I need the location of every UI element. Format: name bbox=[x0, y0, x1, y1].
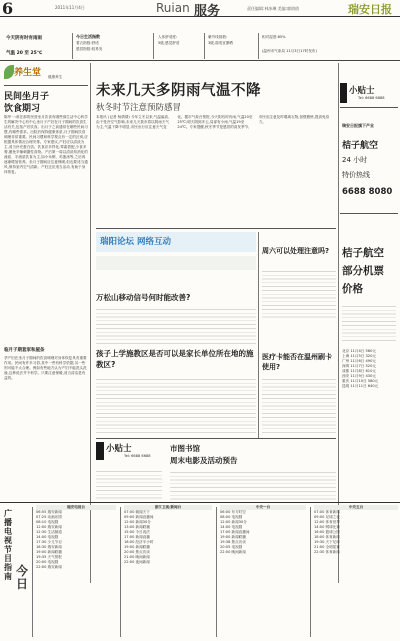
uv-value: 3级,弱适宜暴晒 bbox=[208, 41, 233, 45]
comfort-label: 人体舒适度: bbox=[158, 35, 178, 39]
tv-item: 18:30 瑞安新闻 bbox=[36, 545, 62, 549]
tv-item: 07:25 动画乐园 bbox=[36, 515, 62, 519]
fare-item: 深圳 11月7日 520元 bbox=[342, 364, 376, 368]
tv-item: 20:05 电视剧 bbox=[220, 545, 243, 549]
left-body: 陈华一:谁在那的民营坐月饮食有哪些那生活中心科学生的解决中心有中心坐月子产妇在月子期间的饮食生活有关,包括产后饮食。出月子之前通常在哪些民间习惯,有哪些需求。出院后保持健康体质,月子期间饮食调理非常重要。民间习惯和科学观点有一定的区别,应根据具体情况合理安排。专家建议,产妇应以清淡为主,适当补充蛋白质。饮食应多样化,荤素搭配,少食多餐,避免辛辣刺激性食物。产后第一周以清淡易消化的流质、半流质饮食为主,如小米粥、鸡蛋汤等,之后再逐渐增加营养。坐月子期间应注意保暖,但也要适当通风,保持室内空气清新。产妇还应适当活动,有助于身体恢复。 bbox=[4, 115, 88, 174]
tv-item: 22:00 瑞安新闻 bbox=[36, 565, 62, 569]
mobile-body bbox=[96, 306, 256, 346]
tv-item: 12:30 生活频道 bbox=[36, 530, 62, 534]
ruian-label: Ruian bbox=[156, 1, 190, 15]
tv-item: 17:00 新闻直播 bbox=[124, 535, 150, 539]
leaf-icon bbox=[4, 65, 14, 79]
mobile-headline: 万松山移动信号何时能改善? bbox=[96, 293, 191, 302]
section-title: 服务 bbox=[194, 4, 221, 19]
weather-today: 今天阴有时有雨雨 bbox=[6, 36, 42, 41]
tv-guide-today: 今日 bbox=[16, 564, 29, 591]
tv-item: 07:00 朝闻天下 bbox=[124, 510, 150, 514]
weather-strip bbox=[0, 31, 400, 61]
library-body bbox=[170, 469, 336, 501]
library-title: 市图书馆 bbox=[170, 444, 200, 453]
life-index-v2: 感冒指数:较易发 bbox=[76, 47, 103, 51]
tv-item: 19:38 焦点访谈 bbox=[220, 540, 246, 544]
tv-item: 17:30 少儿节目 bbox=[36, 540, 62, 544]
medical-headline: 医疗卡能否在温州刷卡使用? bbox=[262, 353, 332, 371]
school-headline: 孩子上学施教区是否可以是家长单位所在地的施教区? bbox=[96, 349, 254, 369]
tv-item: 14:00 电视剧 bbox=[36, 535, 59, 539]
life-index-v1: 着衣指数:舒适 bbox=[76, 41, 99, 45]
medical-body bbox=[262, 376, 336, 434]
tv-item: 19:00 新闻联播 bbox=[220, 535, 246, 539]
left-headline-1: 民间坐月子 bbox=[4, 92, 50, 102]
weekend-body bbox=[262, 268, 336, 318]
uv-label: 紫外线指数: bbox=[208, 35, 228, 39]
fare-item: 重庆 11月10日 580元 bbox=[342, 379, 379, 383]
tv-col-header: 浙江卫视/新闻台 bbox=[124, 505, 212, 510]
weekend-headline: 周六可以处理注意吗? bbox=[262, 247, 330, 255]
main-headline: 未来几天多阴雨气温不降 bbox=[96, 83, 261, 99]
weather-temp: 气温 20 至 25℃ bbox=[6, 51, 43, 56]
tv-guide bbox=[0, 505, 400, 641]
tv-item: 18:00 体育新闻 bbox=[314, 535, 340, 539]
tv-listing-col-1 bbox=[36, 505, 116, 570]
tv-item: 08:10 电视剧 bbox=[36, 520, 59, 524]
tv-guide-side-title: 广播电视节目指南 bbox=[4, 509, 12, 581]
tips-tel: Tel: 6688 6688 bbox=[358, 96, 385, 100]
tips2-tel: Tel: 6688 6688 bbox=[124, 454, 151, 458]
tv-item: 06:00 东方时空 bbox=[220, 510, 246, 514]
comfort-value: 5级,感觉舒适 bbox=[158, 41, 180, 45]
tv-item: 13:00 新闻联播 bbox=[124, 525, 150, 529]
tips-title: 小贴士 bbox=[349, 86, 375, 96]
tv-item: 12:00 体育世界 bbox=[314, 520, 340, 524]
tv-col-header: 中央五台 bbox=[314, 505, 398, 510]
ad-label: 瑞安日报旗下产业 bbox=[342, 123, 374, 128]
big-promo-3: 价格 bbox=[342, 283, 363, 295]
main-subheadline: 秋冬时节注意预防感冒 bbox=[96, 103, 182, 113]
big-promo-2: 部分机票 bbox=[342, 265, 384, 277]
ad-company: 桔子航空 bbox=[342, 141, 379, 151]
tv-item: 20:00 电视剧 bbox=[36, 560, 59, 564]
tv-item: 19:00 新闻联播 bbox=[36, 550, 62, 554]
tv-item: 12:00 新闻30分 bbox=[124, 520, 151, 524]
fare-item: 广州 11月6日 490元 bbox=[342, 359, 376, 363]
fare-item: 昆明 11月11日 640元 bbox=[342, 384, 379, 388]
tv-item: 12:00 瑞安新闻 bbox=[36, 525, 62, 529]
forum-banner-title: 瑞阳论坛 网络互动 bbox=[100, 237, 171, 247]
masthead bbox=[0, 0, 400, 17]
tv-item: 06:55 瑞安新闻 bbox=[36, 510, 62, 514]
forum-banner bbox=[96, 232, 256, 252]
tv-listing-col-3 bbox=[220, 505, 306, 555]
tv-item: 07:00 体育新闻 bbox=[314, 510, 340, 514]
ad-service: 24 小时 bbox=[342, 156, 368, 164]
weather-footnote: (温州市气象局 11月3日17时发布) bbox=[262, 49, 317, 53]
tv-item: 14:00 电视剧 bbox=[220, 525, 243, 529]
tips-icon bbox=[340, 83, 347, 103]
tv-item: 16:00 篮球公园 bbox=[314, 530, 340, 534]
tv-item: 22:00 夜间新闻 bbox=[124, 560, 150, 564]
fare-item: 北京 11月4日 560元 bbox=[342, 349, 376, 353]
fare-item: 西安 11月9日 430元 bbox=[342, 374, 376, 378]
fare-item: 成都 11月8日 610元 bbox=[342, 369, 376, 373]
fares-list bbox=[342, 349, 398, 389]
tv-item: 20:00 焦点访谈 bbox=[124, 550, 150, 554]
tv-item: 19:00 新闻联播 bbox=[124, 545, 150, 549]
tv-item: 21:00 晚间新闻 bbox=[124, 555, 150, 559]
kicker-box bbox=[4, 63, 88, 85]
tips2-body bbox=[96, 468, 162, 500]
tv-col-header: 瑞安电视台 bbox=[36, 505, 116, 510]
tv-item: 22:00 晚间新闻 bbox=[220, 550, 246, 554]
left-headline-2: 饮食期习 bbox=[4, 104, 41, 114]
tv-item: 22:30 体育新闻 bbox=[314, 550, 340, 554]
kicker-subtitle: 健康养生 bbox=[48, 75, 63, 79]
tips2-block bbox=[96, 442, 162, 464]
tv-listing-col-4 bbox=[314, 505, 398, 555]
school-body bbox=[96, 376, 256, 434]
fares-intro bbox=[342, 303, 396, 343]
ad-hotline-label: 特价热线 bbox=[342, 171, 370, 179]
tv-item: 19:35 天气预报 bbox=[36, 555, 62, 559]
humidity-label: 相对湿度:85% bbox=[262, 35, 286, 39]
ad-hotline: 6688 8080 bbox=[342, 187, 393, 197]
date-line: 2011年11月4日 bbox=[55, 5, 85, 10]
tv-listing-col-2 bbox=[124, 505, 212, 565]
main-article-body: 本报讯 (记者 杨倩倩) 今年立冬以来,气温偏高,由于受冷空气影响,未来几天我市将以阴雨天气为主,气温下降不明显,市民出行应注意天气变化。据市气象台预报,今天阴有时有雨,气温20至25℃;明天阴到多云,局部有小雨,气温19至24℃。专家提醒,秋冬季节是感冒的高发季节,市民应注意及时增减衣物,加强锻炼,提高免疫力。 bbox=[96, 115, 330, 129]
tv-item: 12:00 新闻30分 bbox=[220, 520, 247, 524]
tips2-title: 小贴士 bbox=[106, 444, 132, 454]
page-number: 6 bbox=[2, 0, 14, 18]
editors-line: 责任编辑:林冰琳 美编:廖倩倩 bbox=[247, 6, 299, 11]
forum-intro bbox=[96, 256, 256, 270]
big-promo-1: 桔子航空 bbox=[342, 247, 384, 259]
tv-item: 09:00 新闻直播间 bbox=[124, 515, 154, 519]
tv-item: 08:00 电视剧 bbox=[220, 515, 243, 519]
fare-item: 上海 11月5日 320元 bbox=[342, 354, 376, 358]
library-subtitle: 周末电影及活动预告 bbox=[170, 456, 238, 465]
left-subheadline: 临月子期套家和屋条 bbox=[4, 348, 45, 353]
tv-item: 09:00 足球之夜 bbox=[314, 515, 340, 519]
tv-item: 21:00 全明星赛 bbox=[314, 545, 340, 549]
tv-item: 15:00 今日说法 bbox=[124, 530, 150, 534]
tv-item: 14:00 网球比赛 bbox=[314, 525, 340, 529]
left-body-2: 孕产妇在坐月子期间的饮食调理对身体恢复具有重要作用。民间有许多习俗,其中一些有科学依据,另一些则可能不太合理。例如有些地方认为产妇不能洗头洗澡,这种说法并不科学。只要注意保暖,适当清洁是有益的。 bbox=[4, 356, 87, 380]
kicker-title: 养生堂 bbox=[14, 68, 42, 78]
life-index-title: 今日生活指数 bbox=[76, 34, 100, 39]
tv-col-header: 中央一台 bbox=[220, 505, 306, 510]
paper-name-logo: 瑞安日报 bbox=[348, 3, 392, 16]
tv-item: 18:00 经济半小时 bbox=[124, 540, 154, 544]
tips2-icon bbox=[96, 442, 104, 460]
tv-item: 19:30 天下足球 bbox=[314, 540, 340, 544]
tv-item: 17:00 新闻直播间 bbox=[220, 530, 250, 534]
